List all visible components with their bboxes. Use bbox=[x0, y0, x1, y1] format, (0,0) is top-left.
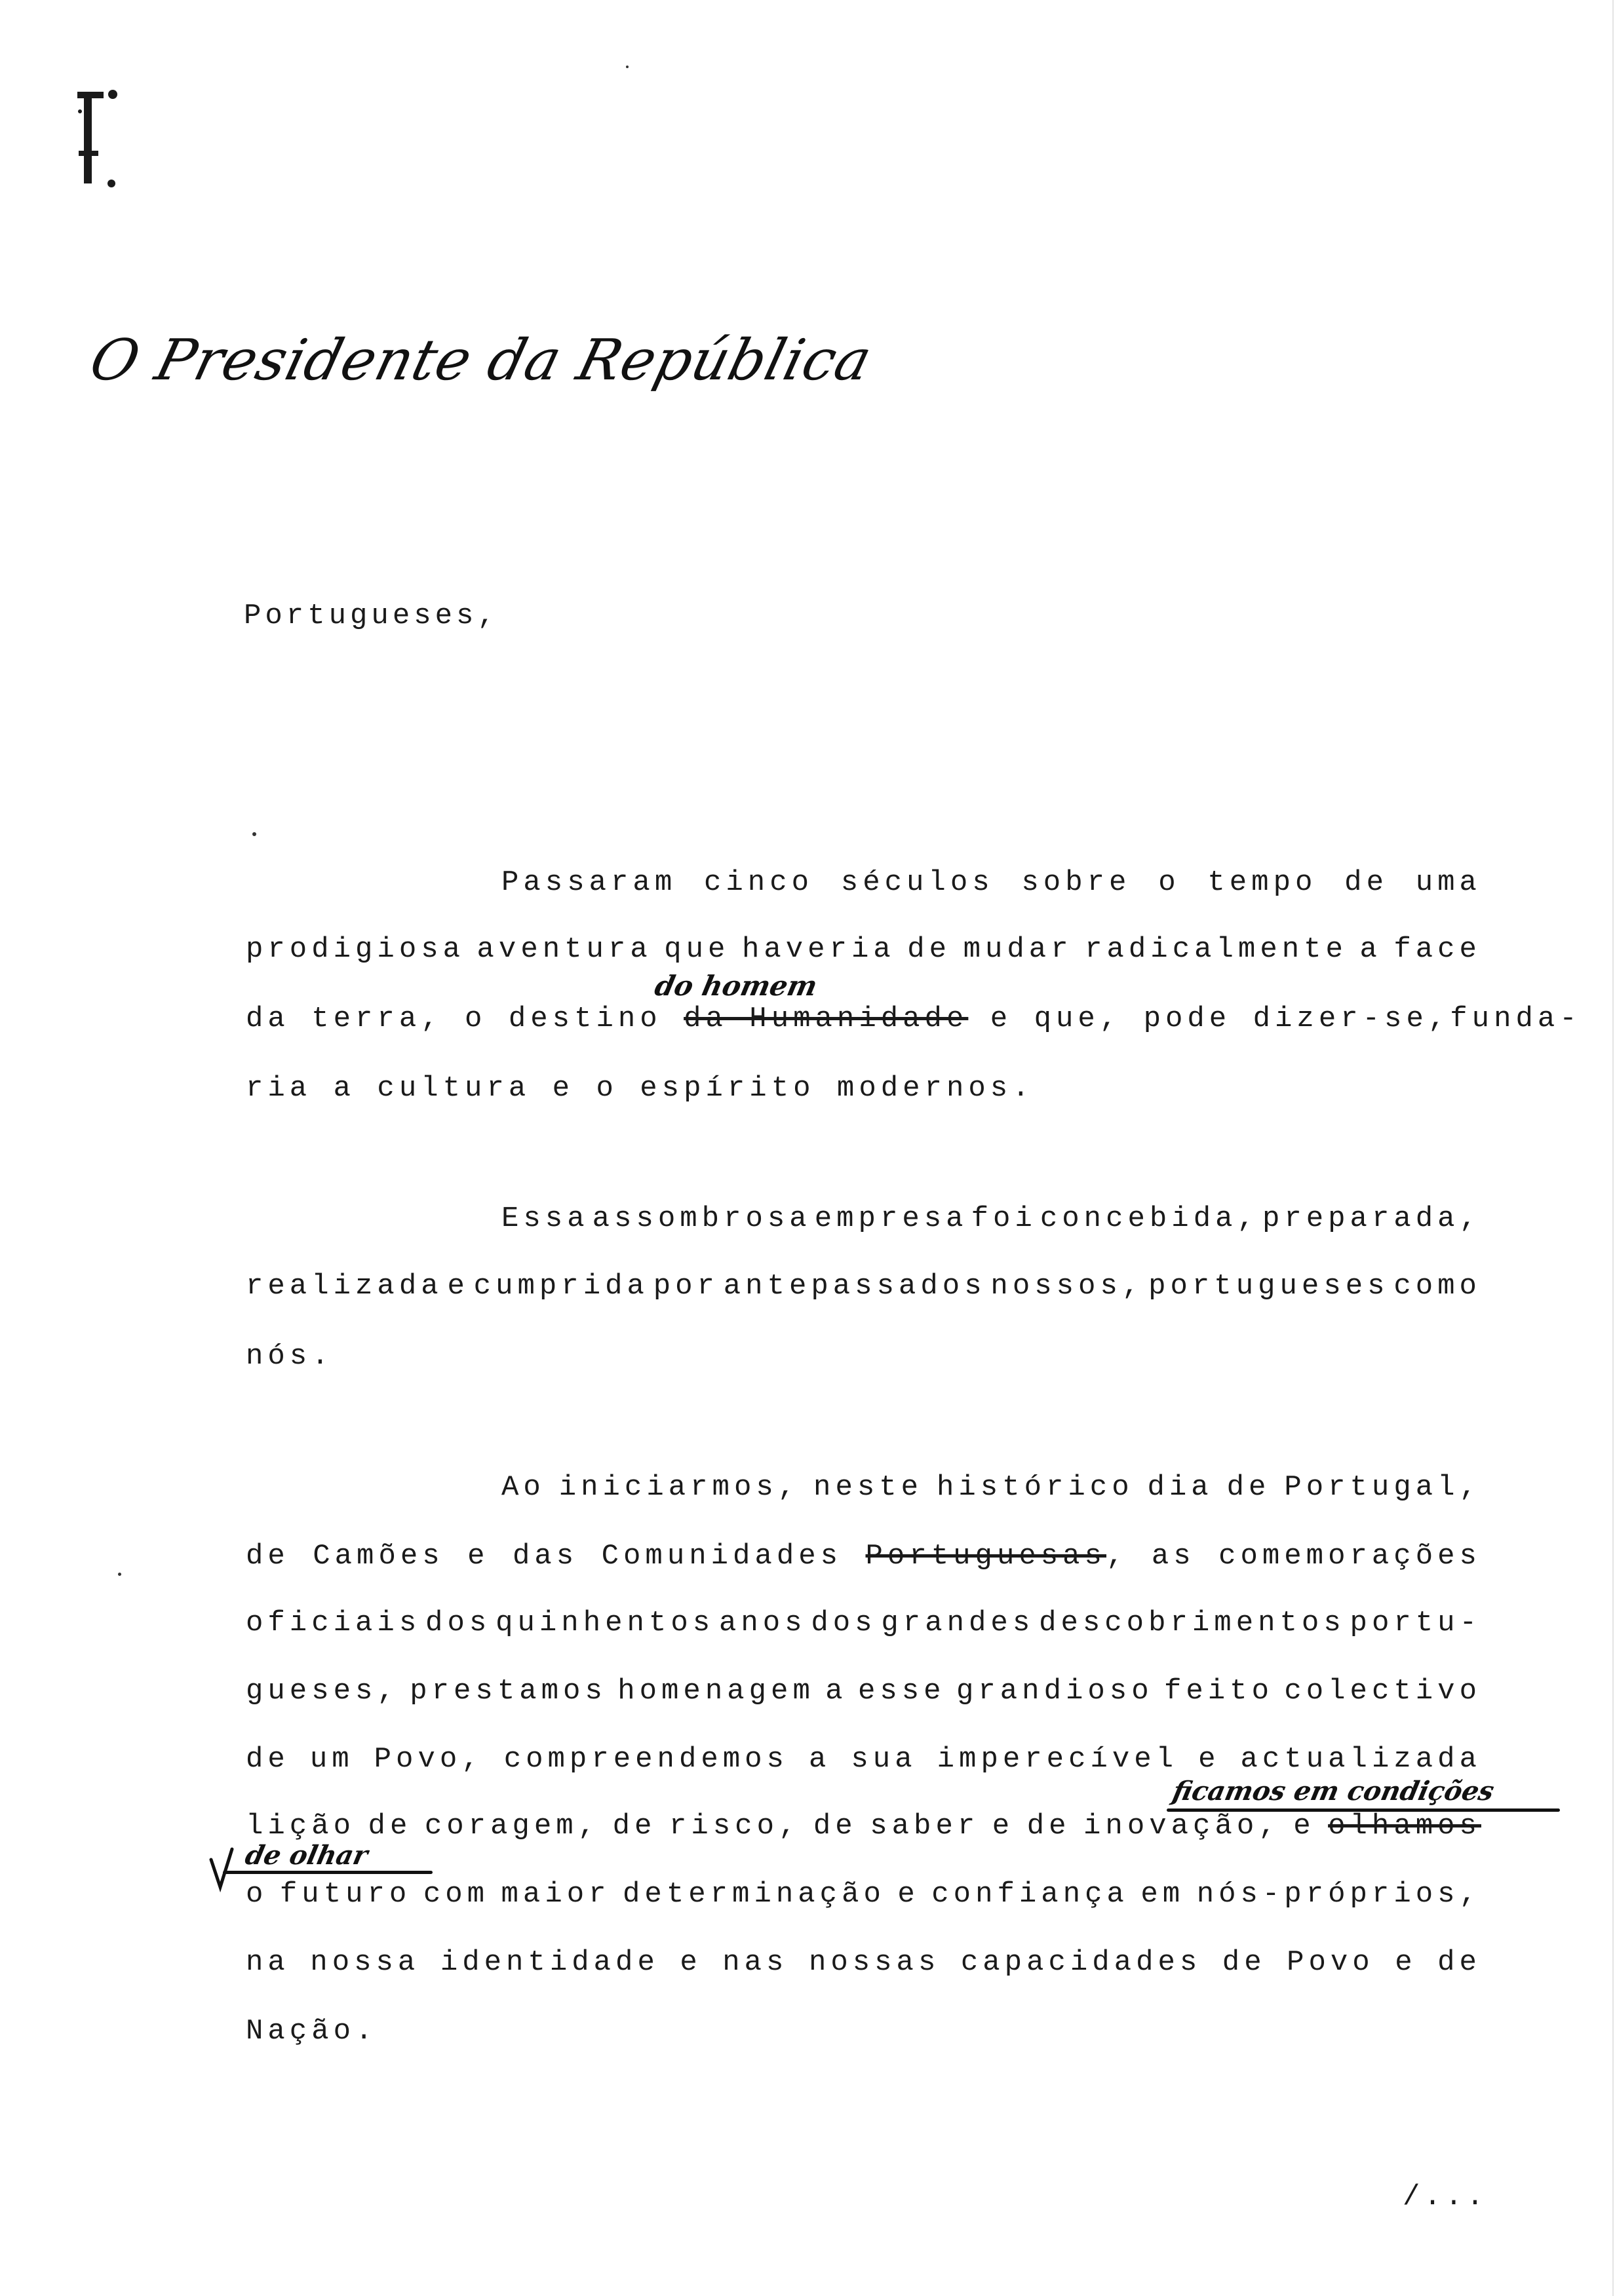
p1-line3-text-end: e que, pode dizer-se,funda- bbox=[968, 1003, 1582, 1035]
word: risco, bbox=[669, 1810, 801, 1843]
p1-line3 bbox=[246, 1003, 1582, 1042]
word: a bbox=[808, 1743, 831, 1776]
word: mudar bbox=[963, 933, 1073, 966]
p3-line1 bbox=[501, 1471, 1481, 1510]
struck-text: Portuguesas bbox=[865, 1540, 1106, 1573]
word: uma bbox=[1415, 866, 1481, 899]
p1-line2 bbox=[246, 933, 1481, 972]
p3-line9 bbox=[246, 2015, 1481, 2054]
word: dos bbox=[425, 1607, 492, 1639]
word: de bbox=[1026, 1810, 1071, 1843]
word: de bbox=[246, 1540, 290, 1573]
word: assombrosa bbox=[592, 1202, 811, 1235]
word: anos bbox=[718, 1607, 807, 1639]
word: um bbox=[309, 1743, 354, 1776]
word: homenagem bbox=[617, 1675, 815, 1708]
struck-word-group: Portuguesas, bbox=[865, 1540, 1129, 1573]
word: iniciarmos, bbox=[558, 1471, 800, 1504]
word: nossa bbox=[310, 1946, 420, 1979]
word: maior bbox=[501, 1878, 611, 1911]
word: e bbox=[1293, 1810, 1315, 1843]
word: colectivo bbox=[1284, 1675, 1481, 1708]
word: antepassados bbox=[723, 1270, 986, 1303]
word: a bbox=[1359, 933, 1382, 966]
word: prestamos bbox=[410, 1675, 607, 1708]
struck-text: da Humanidade bbox=[684, 1003, 969, 1035]
p2-line1 bbox=[501, 1202, 1481, 1242]
word: compreendemos bbox=[503, 1743, 788, 1776]
word: imperecível bbox=[937, 1743, 1178, 1776]
word: de bbox=[612, 1810, 657, 1843]
p3-line3 bbox=[246, 1607, 1481, 1646]
word: cinco bbox=[704, 866, 814, 899]
word: esse bbox=[857, 1675, 946, 1708]
p1-line4-text: ria a cultura e o espírito modernos. bbox=[246, 1072, 1034, 1105]
insertion-caret-mark bbox=[208, 1846, 235, 1892]
word: o bbox=[246, 1878, 268, 1911]
p3-line2 bbox=[246, 1540, 1481, 1579]
p3-line8 bbox=[246, 1946, 1481, 1985]
salutation: Portugueses, bbox=[244, 600, 499, 632]
corner-mark bbox=[66, 85, 125, 203]
word: comemorações bbox=[1218, 1540, 1481, 1573]
word: nossas bbox=[808, 1946, 941, 1979]
p3-line7 bbox=[246, 1878, 1481, 1917]
word: haveria bbox=[741, 933, 895, 966]
word: de bbox=[907, 933, 952, 966]
letterhead-title: O Presidente da República bbox=[83, 328, 879, 393]
word: de bbox=[246, 1743, 290, 1776]
insertion-underline-2 bbox=[223, 1871, 433, 1874]
p3-line9-text: Nação. bbox=[246, 2015, 378, 2048]
word: Comunidades bbox=[601, 1540, 843, 1573]
continuation-mark: /... bbox=[1403, 2181, 1488, 2213]
word: nós-próprios, bbox=[1196, 1878, 1481, 1911]
p2-line3 bbox=[246, 1340, 1481, 1379]
word: de bbox=[1437, 1946, 1481, 1979]
word: oficiais bbox=[246, 1607, 421, 1639]
word: grandes bbox=[881, 1607, 1035, 1639]
word: cumprida bbox=[473, 1270, 649, 1303]
word: e bbox=[897, 1878, 920, 1911]
word: o bbox=[1158, 866, 1180, 899]
letterhead bbox=[83, 328, 879, 400]
word: a bbox=[825, 1675, 847, 1708]
word: e bbox=[1395, 1946, 1417, 1979]
word: por bbox=[653, 1270, 719, 1303]
page-speck bbox=[626, 66, 629, 68]
word: dia bbox=[1147, 1471, 1213, 1504]
page-edge bbox=[1612, 0, 1614, 2296]
word: sobre bbox=[1021, 866, 1131, 899]
p2-line2 bbox=[246, 1270, 1481, 1309]
word: e bbox=[1198, 1743, 1220, 1776]
word: e bbox=[680, 1946, 702, 1979]
word: nossos, bbox=[990, 1270, 1144, 1303]
word: determinação bbox=[623, 1878, 885, 1911]
word: neste bbox=[813, 1471, 924, 1504]
word: grandioso bbox=[956, 1675, 1154, 1708]
word: com bbox=[423, 1878, 490, 1911]
word: e bbox=[992, 1810, 1015, 1843]
word: de bbox=[1222, 1946, 1266, 1979]
word: Passaram bbox=[501, 866, 677, 899]
handwritten-insertion-2: ficamos em condições bbox=[1170, 1776, 1497, 1807]
page-speck bbox=[252, 832, 256, 836]
page-speck bbox=[118, 1573, 121, 1576]
word: na bbox=[246, 1946, 290, 1979]
word: portu- bbox=[1350, 1607, 1481, 1639]
word: identidade bbox=[440, 1946, 659, 1979]
p2-line3-text: nós. bbox=[246, 1340, 334, 1373]
word: lição bbox=[246, 1810, 356, 1843]
word: gueses, bbox=[246, 1675, 399, 1708]
word: e bbox=[447, 1270, 469, 1303]
word: foi bbox=[971, 1202, 1037, 1235]
handwritten-insertion: do homem bbox=[652, 970, 821, 1002]
word: empresa bbox=[814, 1202, 968, 1235]
word: Povo bbox=[1287, 1946, 1374, 1979]
word: inovação, bbox=[1083, 1810, 1281, 1843]
word: confiança bbox=[931, 1878, 1129, 1911]
word: preparada, bbox=[1262, 1202, 1481, 1235]
word: Portugal, bbox=[1284, 1471, 1481, 1504]
word: de bbox=[1344, 866, 1388, 899]
word: as bbox=[1151, 1540, 1196, 1573]
word: que bbox=[664, 933, 730, 966]
word: saber bbox=[870, 1810, 980, 1843]
word: histórico bbox=[936, 1471, 1134, 1504]
word: portugueses bbox=[1148, 1270, 1390, 1303]
word: actualizada bbox=[1240, 1743, 1481, 1776]
word: nas bbox=[722, 1946, 788, 1979]
p1-line4 bbox=[246, 1072, 1481, 1111]
word: coragem, bbox=[424, 1810, 600, 1843]
word: feito bbox=[1163, 1675, 1274, 1708]
word: de bbox=[1226, 1471, 1271, 1504]
word: em bbox=[1140, 1878, 1185, 1911]
word: sua bbox=[851, 1743, 917, 1776]
word: radicalmente bbox=[1085, 933, 1348, 966]
struck-text: olhamos bbox=[1328, 1810, 1481, 1843]
word: como bbox=[1393, 1270, 1481, 1303]
word: descobrimentos bbox=[1039, 1607, 1346, 1639]
word: Povo, bbox=[374, 1743, 484, 1776]
word: face bbox=[1393, 933, 1481, 966]
word: aventura bbox=[477, 933, 652, 966]
word: dos bbox=[811, 1607, 877, 1639]
word: séculos bbox=[840, 866, 994, 899]
p1-line1 bbox=[501, 866, 1481, 906]
word: tempo bbox=[1207, 866, 1317, 899]
word: Essa bbox=[501, 1202, 589, 1235]
word: concebida, bbox=[1040, 1202, 1259, 1235]
word: Camões bbox=[313, 1540, 444, 1573]
p3-line4 bbox=[246, 1675, 1481, 1714]
word: Ao bbox=[501, 1471, 545, 1504]
word: de bbox=[813, 1810, 857, 1843]
word: futuro bbox=[279, 1878, 412, 1911]
handwritten-insertion-3: de olhar bbox=[243, 1840, 371, 1871]
word: capacidades bbox=[960, 1946, 1202, 1979]
word: de bbox=[368, 1810, 412, 1843]
word: quinhentos bbox=[496, 1607, 715, 1639]
p3-line6 bbox=[246, 1810, 1481, 1849]
word: prodigiosa bbox=[246, 933, 465, 966]
word: das bbox=[512, 1540, 579, 1573]
word: realizada bbox=[246, 1270, 443, 1303]
word: e bbox=[467, 1540, 490, 1573]
p1-line3-text: da terra, o destino bbox=[246, 1003, 684, 1035]
